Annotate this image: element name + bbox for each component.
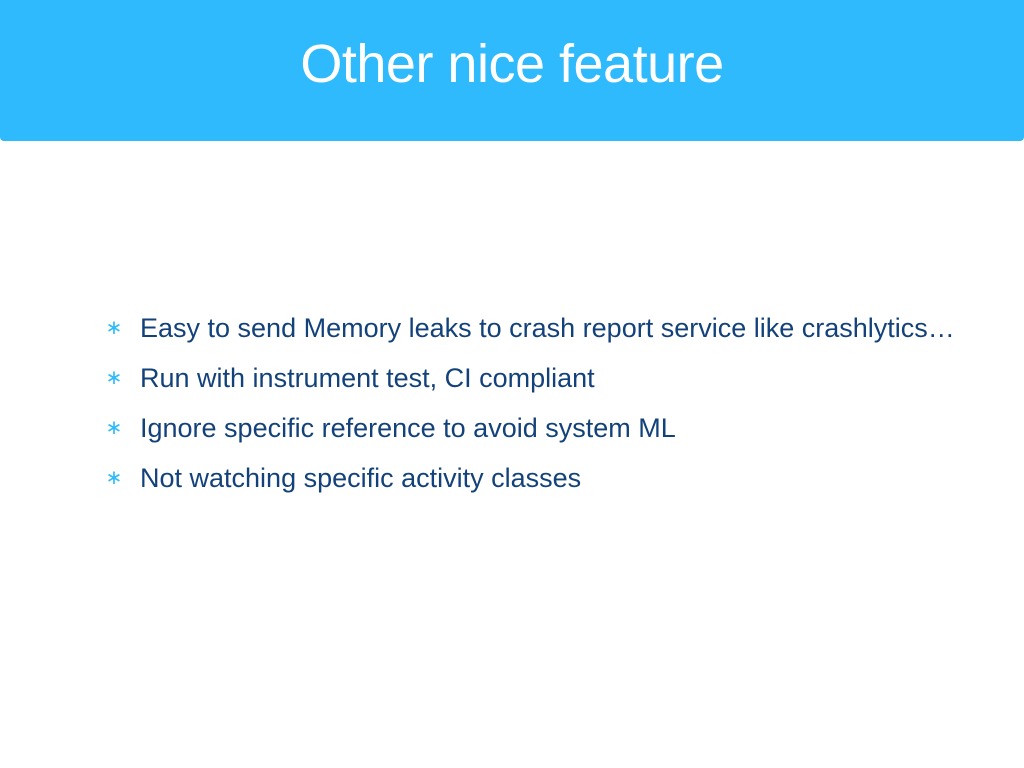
bullet-text: Ignore specific reference to avoid system ML: [140, 413, 676, 443]
asterisk-bullet-icon: ∗: [105, 417, 123, 439]
asterisk-bullet-icon: ∗: [105, 367, 123, 389]
bullet-list: [104, 308, 964, 508]
bullet-text: Run with instrument test, CI compliant: [140, 363, 595, 393]
asterisk-bullet-icon: ∗: [105, 317, 123, 339]
bullet-item: [104, 308, 964, 349]
bullet-text: Easy to send Memory leaks to crash report service like crashlytics…: [140, 313, 955, 343]
bullet-item: [104, 408, 964, 449]
slide-title-bar: [0, 0, 1024, 141]
bullet-item: [104, 358, 964, 399]
slide-title: Other nice feature: [300, 34, 724, 94]
asterisk-bullet-icon: ∗: [105, 467, 123, 489]
bullet-item: [104, 458, 964, 499]
bullet-text: Not watching specific activity classes: [140, 463, 582, 493]
